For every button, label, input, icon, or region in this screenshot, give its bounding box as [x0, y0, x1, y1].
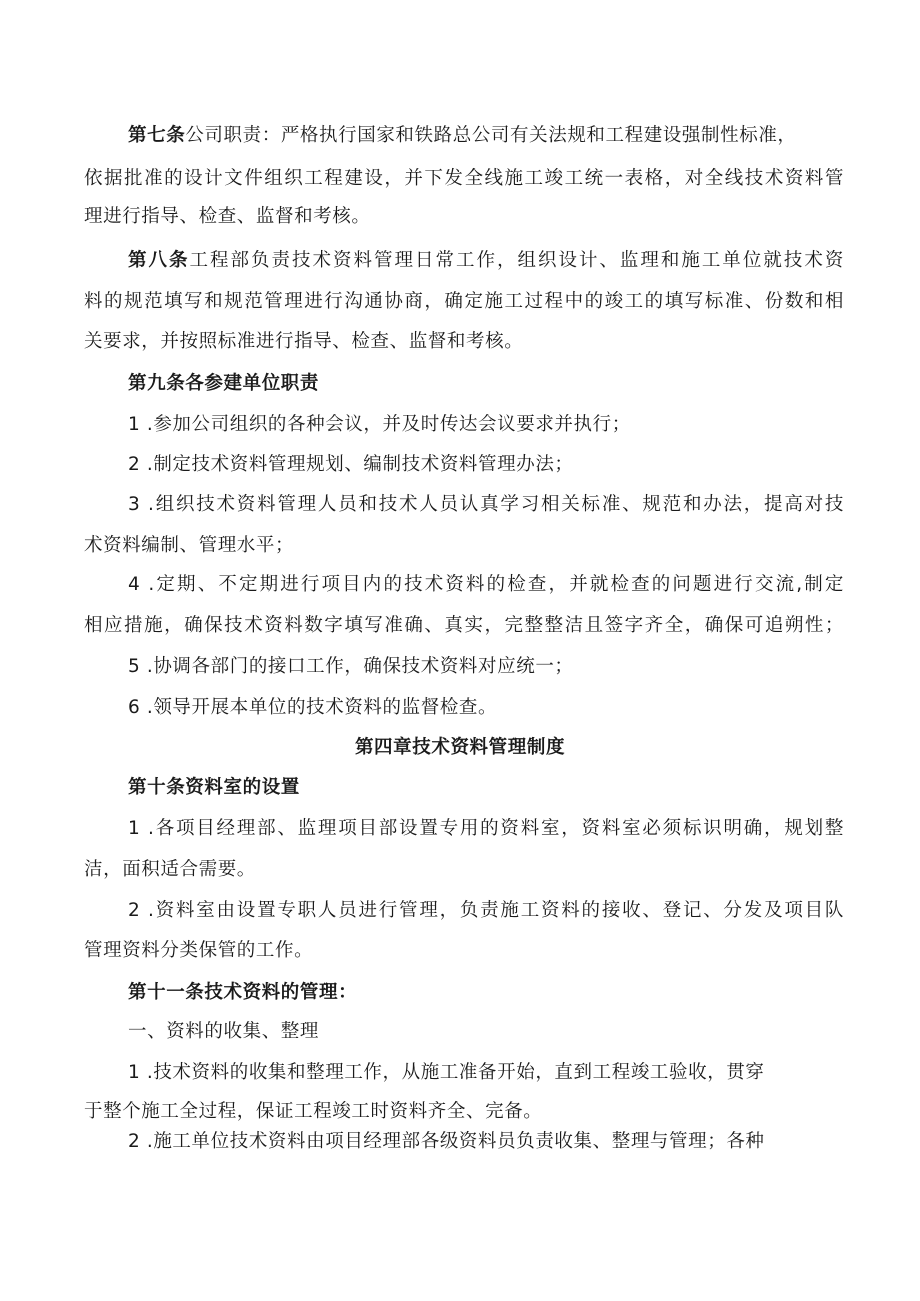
article-9-item-4-line-1: 4 .定期、不定期进行项目内的技术资料的检查，并就检查的问题进行交流,制定: [128, 574, 844, 595]
article-9-item-1: 1 .参加公司组织的各种会议，并及时传达会议要求并执行；: [128, 414, 631, 435]
article-11-subheading-1: 一、资料的收集、整理: [128, 1021, 320, 1042]
article-9-item-4-line-2: 相应措施，确保技术资料数字填写准确、真实，完整整洁且签字齐全，确保可追朔性；: [84, 615, 844, 636]
article-10-item-2-line-1: 2 .资料室由设置专职人员进行管理，负责施工资料的接收、登记、分发及项目队: [128, 900, 844, 921]
article-8-line-2: 料的规范填写和规范管理进行沟通协商，确定施工过程中的竣工的填写标准、份数和相: [84, 291, 844, 312]
article-7-line-3: 理进行指导、检查、监督和考核。: [84, 206, 371, 227]
article-11-item-2-line-1: 2 .施工单位技术资料由项目经理部各级资料员负责收集、整理与管理；各种: [128, 1131, 765, 1152]
article-9-item-3-line-2: 术资料编制、管理水平；: [84, 535, 295, 556]
article-10-item-2-line-2: 管理资料分类保管的工作。: [84, 940, 314, 961]
article-10-item-1-line-2: 洁，面积适合需要。: [84, 859, 256, 880]
article-8-line-1: [128, 246, 844, 276]
article-7-text-1: 公司职责：严格执行国家和铁路总公司有关法规和工程建设强制性标准，: [185, 125, 797, 146]
article-11-heading: 第十一条技术资料的管理：: [128, 982, 358, 1003]
article-10-heading: 第十条资料室的设置: [128, 777, 300, 798]
chapter-4-title: 第四章技术资料管理制度: [354, 737, 566, 758]
article-9-item-5: 5 .协调各部门的接口工作，确保技术资料对应统一；: [128, 656, 574, 677]
article-10-item-1-line-1: 1 .各项目经理部、监理项目部设置专用的资料室，资料室必须标识明确，规划整: [128, 818, 844, 839]
article-7-line-2: 依据批准的设计文件组织工程建设，并下发全线施工竣工统一表格，对全线技术资料管: [84, 168, 844, 189]
article-8-text-1: 工程部负责技术资料管理日常工作，组织设计、监理和施工单位就技术资: [189, 250, 844, 271]
article-7-label: 第七条: [128, 125, 186, 146]
article-8-label: 第八条: [128, 250, 190, 271]
article-9-heading: 第九条各参建单位职责: [128, 373, 320, 394]
article-11-item-1-line-1: 1 .技术资料的收集和整理工作，从施工准备开始，直到工程竣工验收，贯穿: [128, 1062, 765, 1083]
article-9-item-6: 6 .领导开展本单位的技术资料的监督检查。: [128, 697, 498, 718]
article-7-line-1: [128, 121, 844, 151]
article-9-item-3-line-1: 3 .组织技术资料管理人员和技术人员认真学习相关标准、规范和办法，提高对技: [128, 494, 844, 515]
article-8-line-3: 关要求，并按照标准进行指导、检查、监督和考核。: [84, 331, 524, 352]
article-11-item-1-line-2: 于整个施工全过程，保证工程竣工时资料齐全、完备。: [84, 1101, 543, 1122]
article-9-item-2: 2 .制定技术资料管理规划、编制技术资料管理办法；: [128, 454, 574, 475]
